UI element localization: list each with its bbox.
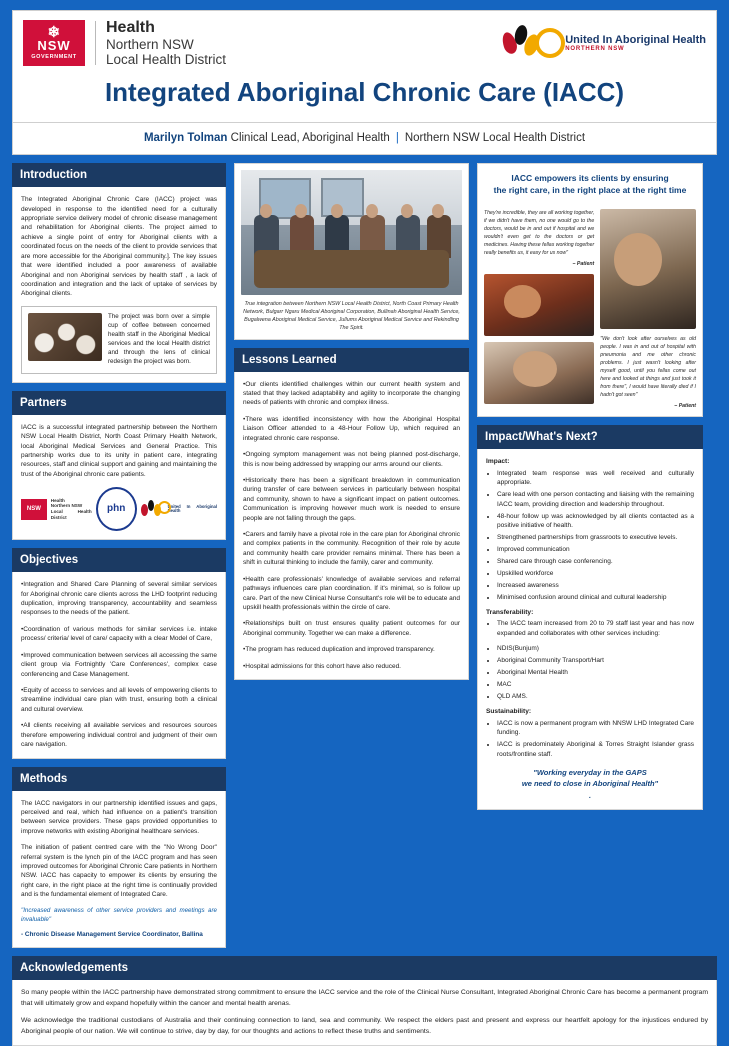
author-role: Clinical Lead, Aboriginal Health [227, 132, 390, 145]
impact-body [477, 449, 703, 810]
uiah-subtitle: NORTHERN NSW [565, 45, 625, 52]
section-empowers [477, 163, 703, 417]
uiah-title: United In Aboriginal Health [565, 33, 706, 46]
transferability-subitem: • NDIS(Bunjum) [497, 644, 694, 653]
waratah-icon: ❄ [47, 24, 61, 42]
acknowledgements-paragraph-1: So many people within the IACC partnership have demonstrated strong commitment to ensure the IACC service and the role of the Clinical Nurse Consultant, Integrated Aboriginal Chronic Care has become a permanent program that will ultimately grow and expand hopefully within the cancer and mental health arenas. [21, 989, 708, 1007]
poster-columns [12, 163, 717, 948]
section-partners [12, 391, 226, 541]
lesson-item: •Hospital admissions for this cohort have also reduced. [243, 662, 401, 670]
closing-quote [486, 767, 694, 801]
partner-logos [21, 487, 217, 531]
uiah-logo-text [565, 34, 706, 53]
introduction-paragraph: The Integrated Aboriginal Chronic Care (IACC) project was developed in response to the identified need for a culturally appropriate service delivery model of chronic disease management and rehabilitation for Aboriginal clients. The project aimed to achieve a single point of entry for Aboriginal clients with a coordinated focus on the needs of the client to provide services that are more accessible for the Aboriginal community.]. The key issues that were identified included a poor awareness of available Aboriginal and non Aboriginal services by health staff , a lack of coordination and integration and the lack of uptake of services by Aboriginal clients. [21, 196, 217, 298]
objective-item: •All clients receiving all available services and resources sources therefore empowering individual control and judgment of their own care navigation. [21, 722, 217, 749]
closing-quote-line1: "Working everyday in the GAPS [533, 768, 647, 778]
methods-quote: "Increased awareness of other service providers and meetings are invaluable" [21, 906, 217, 923]
author-name: Marilyn Tolman [143, 132, 228, 145]
author-org: Northern NSW Local Health District [404, 132, 586, 145]
acknowledgements-paragraph-2: We acknowledge the traditional custodians of Australia and their continuing connection to land, sea and community. We respect the elders past and present and express our heartfelt apology for the injustices endured by Aboriginal people of our nation. We will continue to strive, day by day, for our thoughts and actions to reflect these truths and sentiments. [21, 1017, 708, 1035]
section-lessons-learned [234, 348, 469, 681]
patient-photo-1 [484, 274, 594, 336]
methods-quote-attribution: - Chronic Disease Management Service Coordinator, Ballina [21, 930, 203, 938]
impact-label: Impact: [486, 458, 510, 466]
objective-item: •Coordination of various methods for similar services i.e. intake process/ criteria/ level of care/ capacity with a clear Model of Care, [21, 625, 217, 643]
closing-quote-line2: we need to close in Aboriginal Health" [521, 779, 659, 789]
transferability-subitem: • MAC [497, 680, 694, 689]
empowers-heading [477, 163, 703, 203]
methods-paragraph-1: The IACC navigators in our partnership identified issues and gaps, perceived and real, which had influence on a patient's transition between service providers. These gaps provided opportunities to improve networks with existing Aboriginal healthcare services. [21, 799, 217, 835]
nsw-mini-logo: NSW [21, 499, 47, 520]
poster-header [12, 10, 717, 123]
patient-quote-2-text: "We don't look after ourselves as old people. I was in and out of hospital with pneumonia and me other chronic problems. I just wasn't looking after myself good, until you fellas come out here and looked at things and just took it from there", I would have literally died if I hadn't got seen" [600, 335, 696, 399]
nsw-health-lockup [23, 19, 226, 67]
nsw-health-lines: Health Northern NSW Local Health District [50, 497, 92, 520]
patient-quote-2-attribution: – Patient [674, 403, 696, 410]
impact-list [486, 469, 694, 602]
health-district: Local Health District [106, 52, 227, 68]
objectives-body [12, 572, 226, 758]
author-line [12, 123, 717, 155]
patient-quote-1 [484, 209, 594, 268]
methods-paragraph-2: The initiation of patient centred care with the "No Wrong Door" referral system is the lynch pin of the IACC program and has seen improved outcomes for Aboriginal Chronic Care patients in Northern NSW. IACC has capacity to empower its clients by ensuring the right care, in the right place at the right time is continually provided and is the fundamental element of Integrated Care. [21, 844, 217, 899]
patient-quote-1-text: They're incredible, they are all working together, if we didn't have them, no one would go to the doctors, would be in and out if hospital and we wouldn't even get to the doctors or get medicines. Having these fellas working together really benefits us, it easy for us now" [484, 209, 595, 257]
closing-quote-line3: . [588, 790, 592, 800]
lesson-item: •Historically there has been a significant breakdown in communication during transfer of care between services in particularly between hospital and community, shown to have a significant impact on patient outcomes. Communication is improving however much work is needed to ensure people are not falling through the gaps. [243, 476, 460, 522]
impact-item: • Upskilled workforce [497, 569, 694, 578]
lesson-item: •There was identified inconsistency with how the Aboriginal Hospital Liaison Officer attended to a 48-Hour Follow Up, which required an integrated chronic care response. [243, 415, 460, 442]
acknowledgements-heading: Acknowledgements [12, 956, 717, 980]
impact-item: • Improved communication [497, 545, 694, 554]
group-photo-card [234, 163, 469, 339]
partners-heading: Partners [12, 391, 226, 415]
health-region: Northern NSW [106, 36, 194, 52]
photo-caption: True integration between Northern NSW Local Health District, North Coast Primary Health Network, Bulgarr Ngaru Medical Aboriginal Corporation, Bullinah Aboriginal Health Service, Bugalwena Aboriginal Medical Service, Jullums Aboriginal Medical Service and Rekindling The Spirit. [243, 301, 460, 332]
transferability-subitem: • Aboriginal Mental Health [497, 668, 694, 677]
section-acknowledgements [12, 956, 717, 1046]
health-word: Health [106, 19, 155, 36]
impact-item: • 48-hour follow up was acknowledged by all clients contacted as a positive initiative of health. [497, 512, 694, 531]
section-methods [12, 767, 226, 948]
impact-heading: Impact/What's Next? [477, 425, 703, 449]
uiah-small-text: United In Aboriginal Health [167, 503, 217, 514]
author-separator: | [395, 132, 399, 145]
patient-quote-2 [600, 335, 696, 411]
impact-item: • Increased awareness [497, 581, 694, 590]
header-logos-row [23, 19, 706, 67]
header-divider [95, 21, 96, 65]
section-impact [477, 425, 703, 810]
partner-logo-phn: phn [96, 487, 137, 531]
transferability-subitem: • Aboriginal Community Transport/Hart [497, 656, 694, 665]
united-in-aboriginal-health-logo [501, 22, 706, 64]
methods-body [12, 791, 226, 948]
objective-item: •Equity of access to services and all levels of empowering clients to streamline individual care plan with trust, ensuring both a clinical and cultural overview. [21, 687, 217, 713]
right-column [477, 163, 703, 810]
empowers-heading-line1: IACC empowers its clients by ensuring [511, 173, 669, 184]
section-objectives [12, 548, 226, 758]
methods-heading: Methods [12, 767, 226, 791]
empowers-right [600, 209, 696, 411]
objectives-heading: Objectives [12, 548, 226, 572]
coffee-quote-box [21, 306, 217, 374]
nsw-government-logo [23, 20, 85, 66]
health-district-name [106, 19, 226, 67]
middle-column [234, 163, 469, 680]
transferability-sublist [486, 644, 694, 701]
uiah-figures-icon [501, 22, 559, 64]
left-column [12, 163, 226, 948]
uiah-small-icon [141, 499, 165, 519]
lessons-body [234, 372, 469, 681]
sustainability-item: • IACC is predominately Aboriginal & Torres Straight Islander grass roots/frontline staff. [497, 740, 694, 759]
partners-body [12, 415, 226, 541]
patient-photo-2 [484, 342, 594, 404]
empowers-left [484, 209, 594, 411]
sustainability-label: Sustainability: [486, 708, 532, 716]
impact-item: • Integrated team response was well received and culturally appropriate. [497, 469, 694, 488]
lesson-item: •Our clients identified challenges within our current health system and stated that they lacked adaptability and agility to incorporate the changing needs of patients with chronic and complex illness. [243, 380, 460, 407]
introduction-body [12, 187, 226, 383]
empowers-heading-line2: the right care, in the right place at the right time [493, 185, 687, 196]
page-title: Integrated Aboriginal Chronic Care (IACC) [104, 77, 625, 108]
coffee-quote-text: The project was born over a simple cup of coffee between concerned health staff in the Aboriginal Medical services and the local Health district and through the lens of clinical redesign the project was born. [108, 312, 210, 365]
impact-item: • Care lead with one person contacting and liaising with the remaining IACC team, providing direction and leadership throughout. [497, 490, 694, 509]
introduction-heading: Introduction [12, 163, 226, 187]
partner-logo-uiah [141, 499, 217, 519]
transferability-subitem: • QLD AMS. [497, 692, 694, 701]
acknowledgements-body [12, 980, 717, 1046]
partners-paragraph: IACC is a successful integrated partnership between the Northern NSW Local Health District, North Coast Primary Health Network, local Aboriginal Medical Services and General Practice. This partnership works due to its unity in patient care, integrating resources, staff and clinical support and gaining and maintaining the trust of the Aboriginal chronic care patients. [21, 423, 217, 478]
nsw-government-text: GOVERNMENT [31, 53, 77, 60]
sustainability-list [486, 719, 694, 759]
impact-item: • Shared care through case conferencing. [497, 557, 694, 566]
impact-item: • Minimised confusion around clinical and cultural leadership [497, 593, 694, 602]
lesson-item: •Carers and family have a pivotal role in the care plan for Aboriginal chronic and complex patients in the community. Recognition of their role by acute and community health care provider remains minimal. There has been a shift in cultural thinking to include the family, carer and community. [243, 531, 460, 567]
empowers-body [477, 203, 703, 418]
lesson-item: •Health care professionals' knowledge of available services and referral pathways influences care plan coordination. If it's minimal, so is follow up care. Part of the new Clinical Nurse Consultant's role will be to educate and upskill health professionals within the circle of care. [243, 575, 460, 611]
partner-logo-nsw-health [21, 498, 92, 521]
lesson-item: •The program has reduced duplication and improved transparency. [243, 646, 435, 654]
objective-item: •Improved communication between services all accessing the same client group via Fortnightly 'Care Conferences', complex case conferencing and Case Management. [21, 651, 217, 678]
objective-item: •Integration and Shared Care Planning of several similar services for Aboriginal chronic care clients across the LHD footprint reducing duplication, improving transparency, accountability and seamless responses to the needs of the patient. [21, 581, 217, 617]
section-introduction [12, 163, 226, 383]
patient-quote-1-attribution: – Patient [572, 261, 595, 268]
transferability-list [486, 619, 694, 638]
patient-photo-3 [600, 209, 696, 329]
lesson-item: •Ongoing symptom management was not being planned post-discharge, this is now being addressed by wrapping our arms around our clients. [243, 451, 460, 468]
coffee-cups-photo [28, 313, 102, 361]
transferability-item: • The IACC team increased from 20 to 79 staff last year and has now expanded and collaborates with other services including: [497, 619, 694, 638]
nsw-logo-text: NSW [37, 38, 71, 54]
sustainability-item: • IACC is now a permanent program with NNSW LHD Integrated Care funding. [497, 719, 694, 738]
impact-item: • Strengthened partnerships from grassroots to executive levels. [497, 533, 694, 542]
lesson-item: •Relationships built on trust ensures quality patient outcomes for our Aboriginal community. Together we can make a difference. [243, 620, 460, 637]
transferability-label: Transferability: [486, 608, 534, 616]
meeting-photo [241, 170, 462, 295]
lessons-heading: Lessons Learned [234, 348, 469, 372]
